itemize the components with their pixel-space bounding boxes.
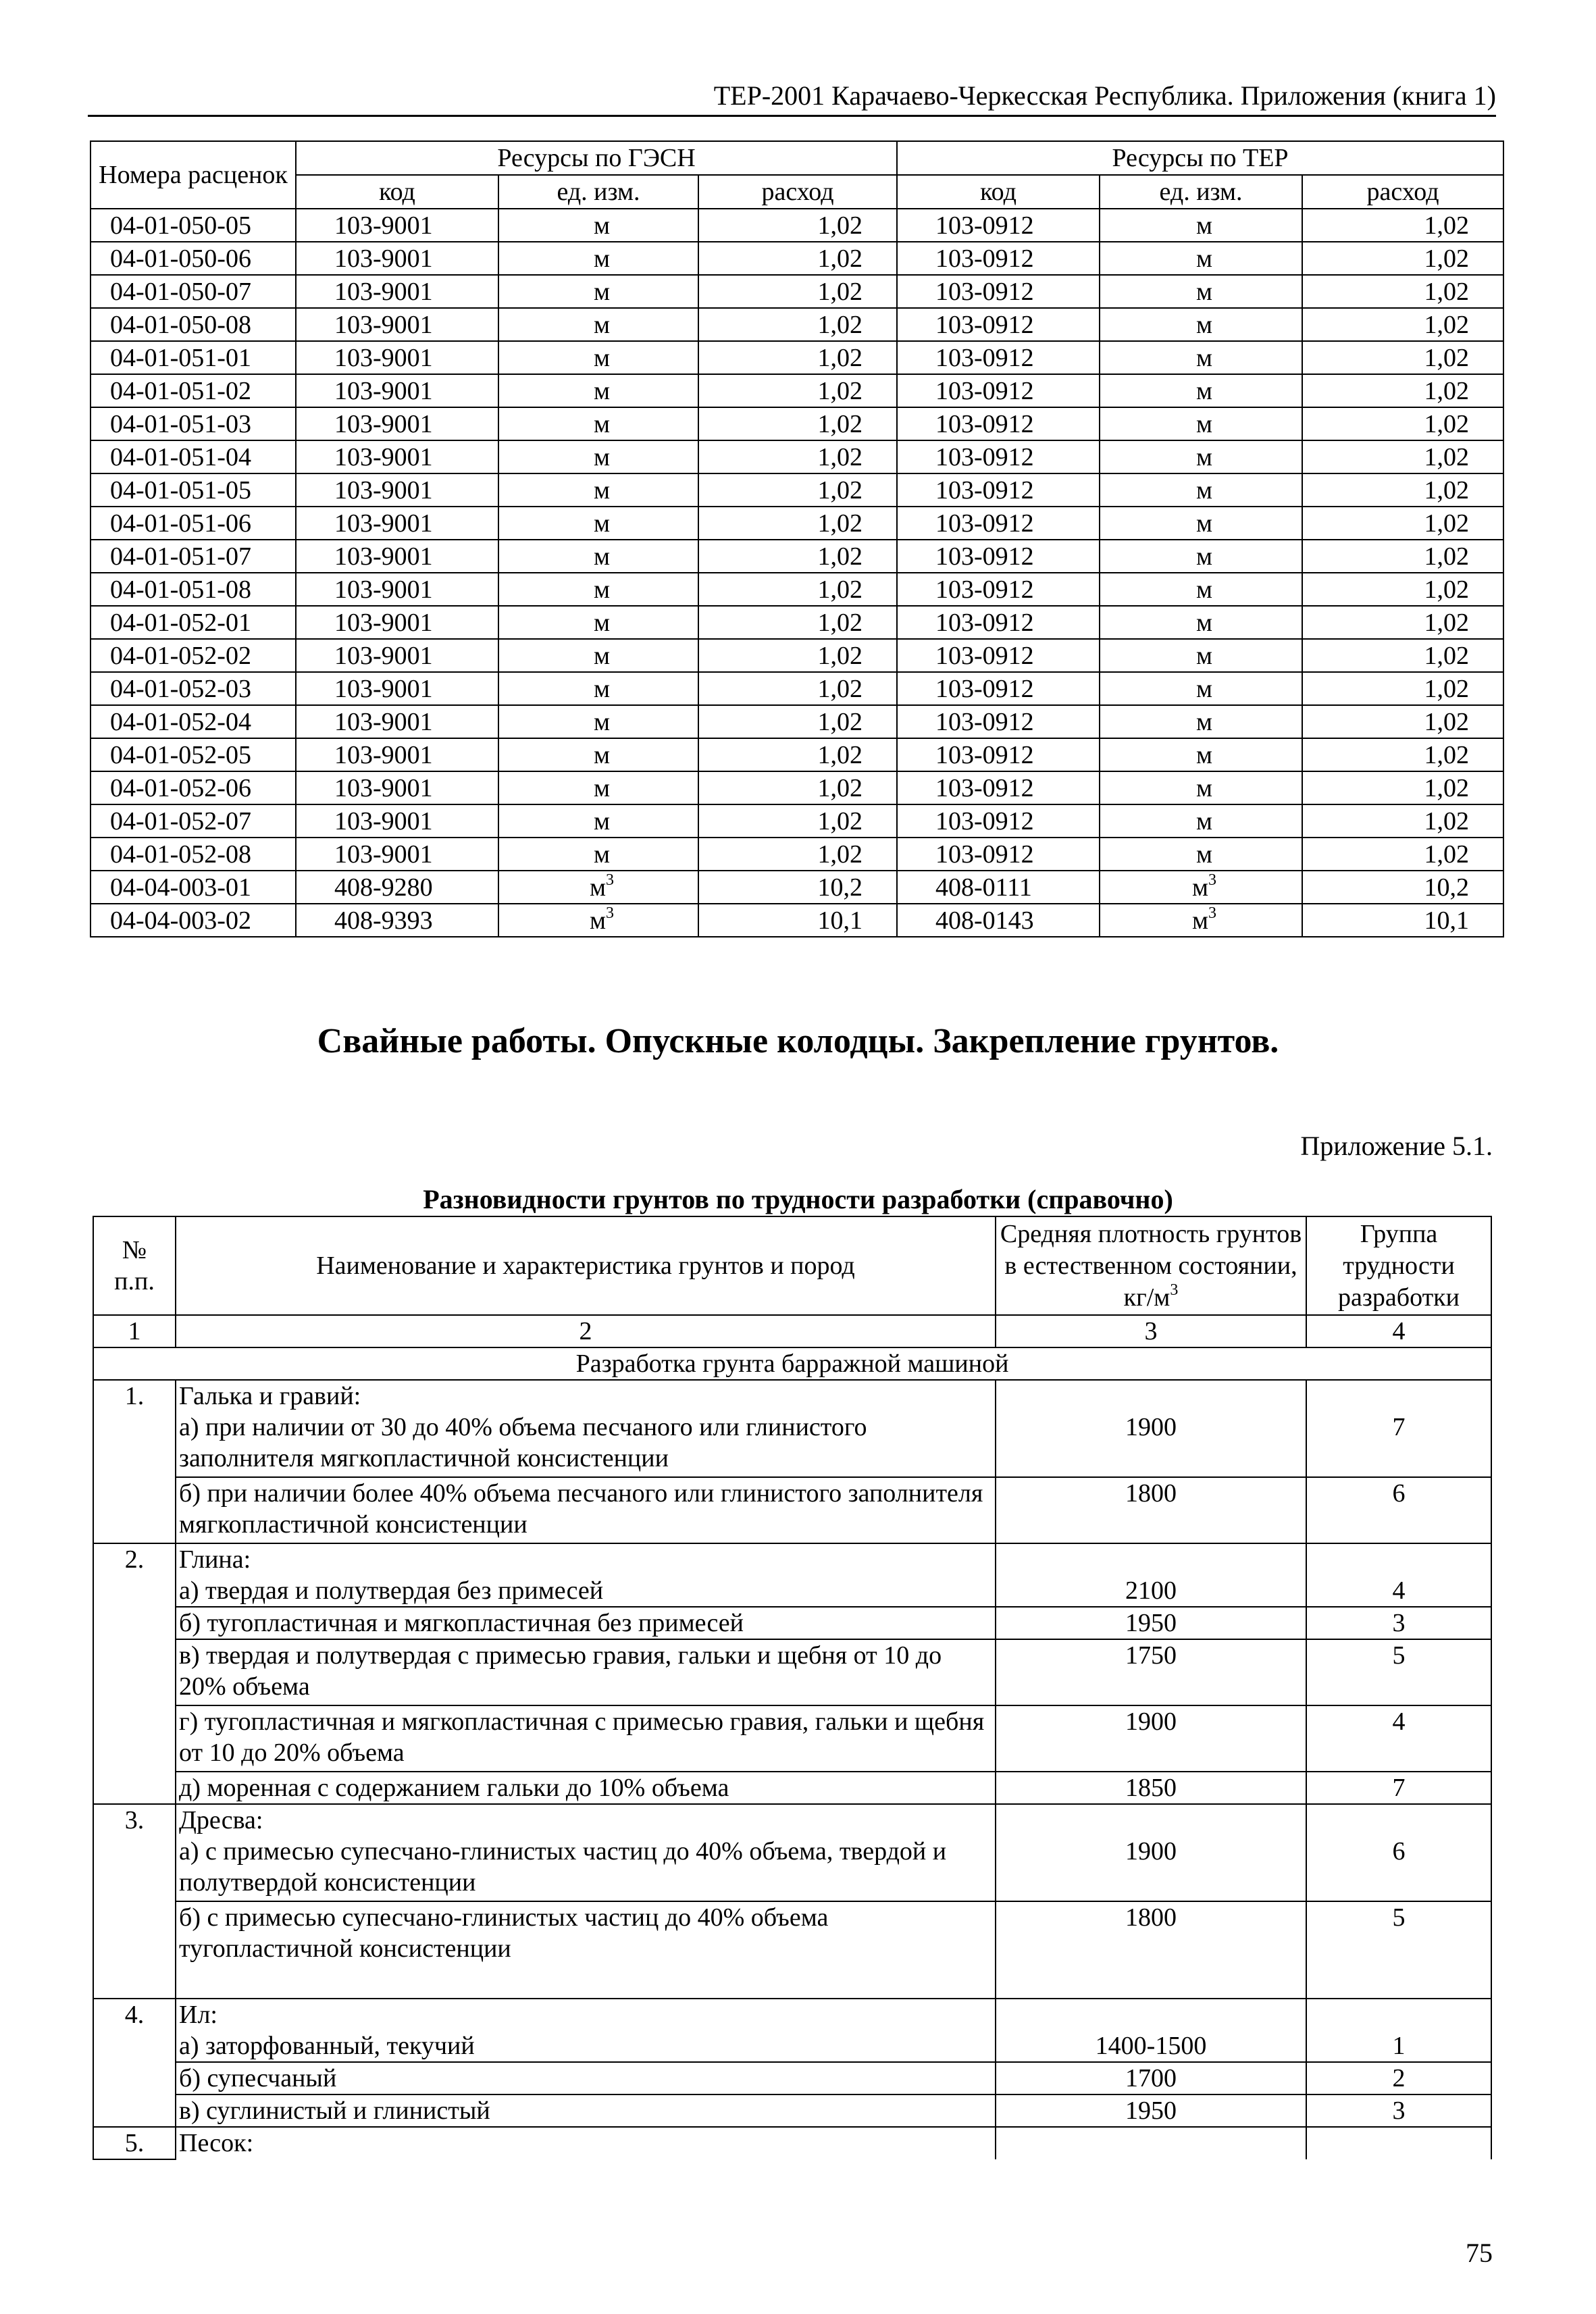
soil-item-row — [93, 2094, 1491, 2127]
gesn-code-cell: 103-9001 — [296, 672, 498, 705]
ter-unit-cell: м — [1100, 473, 1302, 507]
ter-unit-cell: $м^3$ — [1100, 871, 1302, 904]
table-row — [91, 606, 1503, 639]
soil-item-density-cell: 1900 — [996, 1836, 1306, 1901]
ter-unit-cell: м — [1100, 242, 1302, 275]
gesn-code-cell: 103-9001 — [296, 838, 498, 871]
gesn-code-cell: 103-9001 — [296, 440, 498, 473]
gesn-consumption-cell: 1,02 — [698, 209, 897, 242]
num-header: № п.п. — [93, 1216, 176, 1315]
gesn-unit-cell: м — [498, 507, 698, 540]
ter-consumption-cell: 1,02 — [1302, 507, 1503, 540]
gesn-consumption-cell: 1,02 — [698, 308, 897, 341]
table-row — [91, 473, 1503, 507]
soil-item-name-cell: д) моренная с содержанием гальки до 10% объема — [176, 1772, 996, 1804]
soil-item-density-cell: 1800 — [996, 1477, 1306, 1543]
ter-consumption-cell: 1,02 — [1302, 440, 1503, 473]
gesn-consumption-cell: 1,02 — [698, 573, 897, 606]
group-number-cell: 5. — [93, 2127, 176, 2159]
ter-unit-cell: м — [1100, 705, 1302, 738]
gesn-code-cell: 103-9001 — [296, 209, 498, 242]
gesn-consumption-cell: 10,1 — [698, 904, 897, 937]
ter-code-header: код — [897, 175, 1100, 209]
ter-consumption-cell: 1,02 — [1302, 738, 1503, 771]
ter-code-cell: 103-0912 — [897, 705, 1100, 738]
gesn-code-cell: 103-9001 — [296, 308, 498, 341]
gesn-code-cell: 103-9001 — [296, 540, 498, 573]
column-number-cell: 2 — [176, 1315, 996, 1347]
gesn-unit-cell: $м^3$ — [498, 871, 698, 904]
ter-consumption-cell: 1,02 — [1302, 209, 1503, 242]
rate-cell: 04-01-052-08 — [91, 838, 296, 871]
gesn-consumption-cell: 1,02 — [698, 507, 897, 540]
appendix-label: Приложение 5.1. — [1300, 1131, 1493, 1161]
gesn-unit-cell: м — [498, 242, 698, 275]
gesn-unit-cell: м — [498, 771, 698, 804]
gesn-consumption-cell: 10,2 — [698, 871, 897, 904]
soil-group-row — [93, 1999, 1491, 2030]
soil-item-density-cell: 1800 — [996, 1901, 1306, 1999]
ter-consumption-cell: 1,02 — [1302, 573, 1503, 606]
ter-consumption-cell: 1,02 — [1302, 308, 1503, 341]
ter-code-cell: 103-0912 — [897, 440, 1100, 473]
gesn-code-cell: 103-9001 — [296, 639, 498, 672]
rate-cell: 04-01-050-08 — [91, 308, 296, 341]
ter-code-cell: 103-0912 — [897, 838, 1100, 871]
ter-unit-cell: м — [1100, 639, 1302, 672]
ter-code-cell: 103-0912 — [897, 738, 1100, 771]
soil-item-density-cell: 1900 — [996, 1412, 1306, 1477]
ter-code-cell: 103-0912 — [897, 341, 1100, 374]
gesn-unit-cell: м — [498, 838, 698, 871]
ter-code-cell: 103-0912 — [897, 804, 1100, 838]
soil-item-name-cell: а) при наличии от 30 до 40% объема песчаного или глинистого заполнителя мягкопластичной консистенции — [176, 1412, 996, 1477]
ter-code-cell: 103-0912 — [897, 407, 1100, 440]
gesn-unit-header: ед. изм. — [498, 175, 698, 209]
rate-cell: 04-04-003-01 — [91, 871, 296, 904]
gesn-unit-cell: м — [498, 374, 698, 407]
soil-table-body — [93, 1315, 1491, 2159]
page-number: 75 — [1466, 2238, 1493, 2268]
ter-consumption-cell: 1,02 — [1302, 473, 1503, 507]
gesn-consumption-cell: 1,02 — [698, 341, 897, 374]
ter-unit-cell: м — [1100, 573, 1302, 606]
gesn-unit-cell: м — [498, 705, 698, 738]
name-header: Наименование и характеристика грунтов и пород — [176, 1216, 996, 1315]
ter-consumption-cell: 1,02 — [1302, 771, 1503, 804]
group-title-cell: Песок: — [176, 2127, 996, 2159]
rate-cell: 04-01-052-06 — [91, 771, 296, 804]
soil-item-group-cell: 3 — [1306, 1607, 1491, 1639]
ter-code-cell: 103-0912 — [897, 209, 1100, 242]
gesn-code-cell: 103-9001 — [296, 705, 498, 738]
gesn-unit-cell: м — [498, 209, 698, 242]
soil-item-name-cell: б) при наличии более 40% объема песчаного или глинистого заполнителя мягкопластичной консистенции — [176, 1477, 996, 1543]
gesn-unit-cell: м — [498, 804, 698, 838]
gesn-consumption-cell: 1,02 — [698, 275, 897, 308]
soil-table — [93, 1216, 1492, 2160]
ter-unit-cell: м — [1100, 738, 1302, 771]
gesn-consumption-cell: 1,02 — [698, 738, 897, 771]
table-row — [91, 804, 1503, 838]
soil-item-density-cell: 1850 — [996, 1772, 1306, 1804]
gesn-unit-cell: м — [498, 738, 698, 771]
gesn-consumption-cell: 1,02 — [698, 440, 897, 473]
soil-item-name-cell: г) тугопластичная и мягкопластичная с примесью гравия, гальки и щебня от 10 до 20% объема — [176, 1705, 996, 1772]
running-header: ТЕР-2001 Карачаево-Черкесская Республика. Приложения (книга 1) — [88, 80, 1496, 117]
rate-cell: 04-01-052-03 — [91, 672, 296, 705]
soil-item-density-cell: 2100 — [996, 1575, 1306, 1607]
table-row — [91, 242, 1503, 275]
gesn-code-cell: 103-9001 — [296, 407, 498, 440]
soil-item-group-cell: 6 — [1306, 1836, 1491, 1901]
gesn-code-cell: 408-9393 — [296, 904, 498, 937]
ter-consumption-cell: 10,2 — [1302, 871, 1503, 904]
soil-group-row — [93, 1543, 1491, 1575]
rate-cell: 04-01-051-04 — [91, 440, 296, 473]
rate-cell: 04-01-052-02 — [91, 639, 296, 672]
gesn-unit-cell: м — [498, 308, 698, 341]
soil-item-row — [93, 1836, 1491, 1901]
rate-cell: 04-01-052-01 — [91, 606, 296, 639]
group-density-cell — [996, 1380, 1306, 1412]
soil-item-row — [93, 1901, 1491, 1999]
rate-cell: 04-01-051-06 — [91, 507, 296, 540]
gesn-consumption-cell: 1,02 — [698, 407, 897, 440]
table-row — [91, 209, 1503, 242]
gesn-code-cell: 103-9001 — [296, 738, 498, 771]
gesn-code-cell: 103-9001 — [296, 804, 498, 838]
ter-unit-cell: м — [1100, 507, 1302, 540]
rate-cell: 04-01-051-02 — [91, 374, 296, 407]
ter-consumption-cell: 1,02 — [1302, 705, 1503, 738]
gesn-consumption-cell: 1,02 — [698, 672, 897, 705]
soil-group-row — [93, 2127, 1491, 2159]
group-number-cell: 4. — [93, 1999, 176, 2127]
soil-item-row — [93, 2030, 1491, 2062]
soil-item-name-cell: б) супесчаный — [176, 2062, 996, 2094]
soil-item-density-cell: 1900 — [996, 1705, 1306, 1772]
rate-cell: 04-01-051-01 — [91, 341, 296, 374]
gesn-consumption-cell: 1,02 — [698, 838, 897, 871]
gesn-code-header: код — [296, 175, 498, 209]
gesn-code-cell: 103-9001 — [296, 275, 498, 308]
section-title: Свайные работы. Опускные колодцы. Закрепление грунтов. — [317, 1022, 1279, 1060]
soil-item-density-cell: 1950 — [996, 2094, 1306, 2127]
ter-consumption-cell: 1,02 — [1302, 804, 1503, 838]
rate-cell: 04-01-050-06 — [91, 242, 296, 275]
soil-group-row — [93, 1804, 1491, 1836]
ter-unit-cell: м — [1100, 440, 1302, 473]
table-row — [91, 275, 1503, 308]
soil-item-row — [93, 2062, 1491, 2094]
gesn-consumption-cell: 1,02 — [698, 374, 897, 407]
ter-consumption-cell: 1,02 — [1302, 242, 1503, 275]
rate-cell: 04-01-050-07 — [91, 275, 296, 308]
soil-item-group-cell: 2 — [1306, 2062, 1491, 2094]
rate-cell: 04-01-051-08 — [91, 573, 296, 606]
group-title-cell: Глина: — [176, 1543, 996, 1575]
group-group-cell — [1306, 1380, 1491, 1412]
table-row — [91, 639, 1503, 672]
ter-unit-cell: м — [1100, 308, 1302, 341]
group-density-cell — [996, 1543, 1306, 1575]
gesn-consumption-cell: 1,02 — [698, 242, 897, 275]
rate-cell: 04-01-052-05 — [91, 738, 296, 771]
rate-cell: 04-01-052-04 — [91, 705, 296, 738]
gesn-consumption-cell: 1,02 — [698, 606, 897, 639]
ter-consumption-cell: 1,02 — [1302, 672, 1503, 705]
column-number-cell: 4 — [1306, 1315, 1491, 1347]
soil-item-density-cell: 1750 — [996, 1639, 1306, 1705]
gesn-code-cell: 408-9280 — [296, 871, 498, 904]
ter-unit-cell: м — [1100, 606, 1302, 639]
gesn-header: Ресурсы по ГЭСН — [296, 141, 897, 175]
soil-table-caption: Разновидности грунтов по трудности разработки (справочно) — [423, 1184, 1173, 1214]
column-number-cell: 1 — [93, 1315, 176, 1347]
table-row — [91, 440, 1503, 473]
soil-group-row — [93, 1380, 1491, 1412]
soil-item-row — [93, 1639, 1491, 1705]
gesn-unit-cell: м — [498, 540, 698, 573]
ter-code-cell: 103-0912 — [897, 606, 1100, 639]
ter-code-cell: 103-0912 — [897, 639, 1100, 672]
ter-consumption-cell: 1,02 — [1302, 838, 1503, 871]
ter-consumption-cell: 1,02 — [1302, 606, 1503, 639]
gesn-unit-cell: м — [498, 473, 698, 507]
table-row — [91, 771, 1503, 804]
soil-item-row — [93, 1607, 1491, 1639]
ter-consumption-cell: 1,02 — [1302, 341, 1503, 374]
gesn-unit-cell: м — [498, 440, 698, 473]
group-density-cell — [996, 2127, 1306, 2159]
ter-unit-cell: м — [1100, 341, 1302, 374]
ter-unit-cell: м — [1100, 209, 1302, 242]
rate-cell: 04-04-003-02 — [91, 904, 296, 937]
ter-unit-cell: м — [1100, 275, 1302, 308]
gesn-consumption-cell: 1,02 — [698, 540, 897, 573]
ter-code-cell: 103-0912 — [897, 308, 1100, 341]
soil-item-name-cell: б) с примесью супесчано-глинистых частиц до 40% объема тугопластичной консистенции — [176, 1901, 996, 1999]
table-row — [91, 407, 1503, 440]
group-group-cell — [1306, 1999, 1491, 2030]
ter-consumption-cell: 1,02 — [1302, 374, 1503, 407]
soil-item-row — [93, 1772, 1491, 1804]
table-row — [91, 341, 1503, 374]
rate-cell: 04-01-052-07 — [91, 804, 296, 838]
soil-item-group-cell: 4 — [1306, 1575, 1491, 1607]
ter-unit-cell: м — [1100, 407, 1302, 440]
ter-code-cell: 103-0912 — [897, 573, 1100, 606]
group-group-cell — [1306, 2127, 1491, 2159]
table-row — [91, 672, 1503, 705]
ter-unit-cell: м — [1100, 804, 1302, 838]
ter-code-cell: 103-0912 — [897, 473, 1100, 507]
ter-consumption-cell: 1,02 — [1302, 540, 1503, 573]
soil-item-row — [93, 1705, 1491, 1772]
ter-code-cell: 408-0143 — [897, 904, 1100, 937]
group-number-cell: 2. — [93, 1543, 176, 1804]
ter-header: Ресурсы по ТЕР — [897, 141, 1503, 175]
column-number-cell: 3 — [996, 1315, 1306, 1347]
gesn-unit-cell: м — [498, 275, 698, 308]
section-row — [93, 1347, 1491, 1380]
table-row — [91, 540, 1503, 573]
table-row — [91, 738, 1503, 771]
ter-unit-cell: м — [1100, 838, 1302, 871]
group-title-cell: Галька и гравий: — [176, 1380, 996, 1412]
gesn-code-cell: 103-9001 — [296, 606, 498, 639]
gesn-consumption-cell: 1,02 — [698, 705, 897, 738]
ter-code-cell: 103-0912 — [897, 374, 1100, 407]
soil-item-row — [93, 1575, 1491, 1607]
resources-table — [90, 140, 1504, 937]
gesn-consumption-cell: 1,02 — [698, 771, 897, 804]
gesn-consumption-cell: 1,02 — [698, 804, 897, 838]
resources-table-body — [91, 209, 1503, 937]
group-density-cell — [996, 1999, 1306, 2030]
table-row — [91, 308, 1503, 341]
table-row — [91, 573, 1503, 606]
group-number-cell: 3. — [93, 1804, 176, 1999]
group-header: Группа трудности разработки — [1306, 1216, 1491, 1315]
ter-code-cell: 103-0912 — [897, 672, 1100, 705]
gesn-unit-cell: м — [498, 341, 698, 374]
rate-cell: 04-01-051-07 — [91, 540, 296, 573]
ter-consumption-cell: 1,02 — [1302, 407, 1503, 440]
rate-cell: 04-01-051-03 — [91, 407, 296, 440]
soil-item-name-cell: б) тугопластичная и мягкопластичная без примесей — [176, 1607, 996, 1639]
soil-item-group-cell: 6 — [1306, 1477, 1491, 1543]
ter-unit-cell: м — [1100, 374, 1302, 407]
group-number-cell: 1. — [93, 1380, 176, 1543]
soil-item-group-cell: 3 — [1306, 2094, 1491, 2127]
ter-unit-cell: м — [1100, 540, 1302, 573]
soil-item-group-cell: 5 — [1306, 1639, 1491, 1705]
group-group-cell — [1306, 1543, 1491, 1575]
gesn-code-cell: 103-9001 — [296, 473, 498, 507]
rate-cell: 04-01-050-05 — [91, 209, 296, 242]
soil-item-name-cell: а) заторфованный, текучий — [176, 2030, 996, 2062]
soil-item-group-cell: 4 — [1306, 1705, 1491, 1772]
ter-code-cell: 103-0912 — [897, 242, 1100, 275]
column-number-row — [93, 1315, 1491, 1347]
table-row — [91, 374, 1503, 407]
gesn-code-cell: 103-9001 — [296, 341, 498, 374]
section-row-cell: Разработка грунта барражной машиной — [93, 1347, 1491, 1380]
table-row — [91, 705, 1503, 738]
gesn-unit-cell: м — [498, 672, 698, 705]
gesn-unit-cell: м — [498, 606, 698, 639]
gesn-consumption-cell: 1,02 — [698, 473, 897, 507]
rate-cell: 04-01-051-05 — [91, 473, 296, 507]
gesn-code-cell: 103-9001 — [296, 507, 498, 540]
ter-consumption-cell: 1,02 — [1302, 275, 1503, 308]
table-row — [91, 838, 1503, 871]
table-row — [91, 904, 1503, 937]
soil-item-density-cell: 1400-1500 — [996, 2030, 1306, 2062]
table-row — [91, 871, 1503, 904]
ter-code-cell: 408-0111 — [897, 871, 1100, 904]
ter-unit-cell: м — [1100, 771, 1302, 804]
soil-item-row — [93, 1412, 1491, 1477]
soil-item-density-cell: 1950 — [996, 1607, 1306, 1639]
ter-code-cell: 103-0912 — [897, 507, 1100, 540]
soil-item-name-cell: в) суглинистый и глинистый — [176, 2094, 996, 2127]
soil-item-name-cell: а) с примесью супесчано-глинистых частиц до 40% объема, твердой и полутвердой консистенции — [176, 1836, 996, 1901]
soil-item-name-cell: а) твердая и полутвердая без примесей — [176, 1575, 996, 1607]
rates-header: Номера расценок — [91, 141, 296, 209]
soil-item-group-cell: 5 — [1306, 1901, 1491, 1999]
gesn-code-cell: 103-9001 — [296, 573, 498, 606]
ter-code-cell: 103-0912 — [897, 275, 1100, 308]
group-title-cell: Дресва: — [176, 1804, 996, 1836]
soil-item-name-cell: в) твердая и полутвердая с примесью гравия, гальки и щебня от 10 до 20% объема — [176, 1639, 996, 1705]
gesn-unit-cell: м — [498, 639, 698, 672]
ter-code-cell: 103-0912 — [897, 540, 1100, 573]
ter-code-cell: 103-0912 — [897, 771, 1100, 804]
gesn-code-cell: 103-9001 — [296, 374, 498, 407]
gesn-consumption-header: расход — [698, 175, 897, 209]
ter-unit-header: ед. изм. — [1100, 175, 1302, 209]
gesn-code-cell: 103-9001 — [296, 242, 498, 275]
ter-unit-cell: м — [1100, 672, 1302, 705]
gesn-unit-cell: м — [498, 407, 698, 440]
soil-item-density-cell: 1700 — [996, 2062, 1306, 2094]
ter-consumption-header: расход — [1302, 175, 1503, 209]
gesn-code-cell: 103-9001 — [296, 771, 498, 804]
gesn-unit-cell: $м^3$ — [498, 904, 698, 937]
soil-item-group-cell: 1 — [1306, 2030, 1491, 2062]
ter-consumption-cell: 10,1 — [1302, 904, 1503, 937]
table-row — [91, 507, 1503, 540]
density-header: Средняя плотность грунтов в естественном состоянии, $кг/м^3$ — [996, 1216, 1306, 1315]
group-group-cell — [1306, 1804, 1491, 1836]
gesn-unit-cell: м — [498, 573, 698, 606]
soil-item-row — [93, 1477, 1491, 1543]
gesn-consumption-cell: 1,02 — [698, 639, 897, 672]
soil-item-group-cell: 7 — [1306, 1772, 1491, 1804]
soil-item-group-cell: 7 — [1306, 1412, 1491, 1477]
group-density-cell — [996, 1804, 1306, 1836]
group-title-cell: Ил: — [176, 1999, 996, 2030]
ter-unit-cell: $м^3$ — [1100, 904, 1302, 937]
ter-consumption-cell: 1,02 — [1302, 639, 1503, 672]
